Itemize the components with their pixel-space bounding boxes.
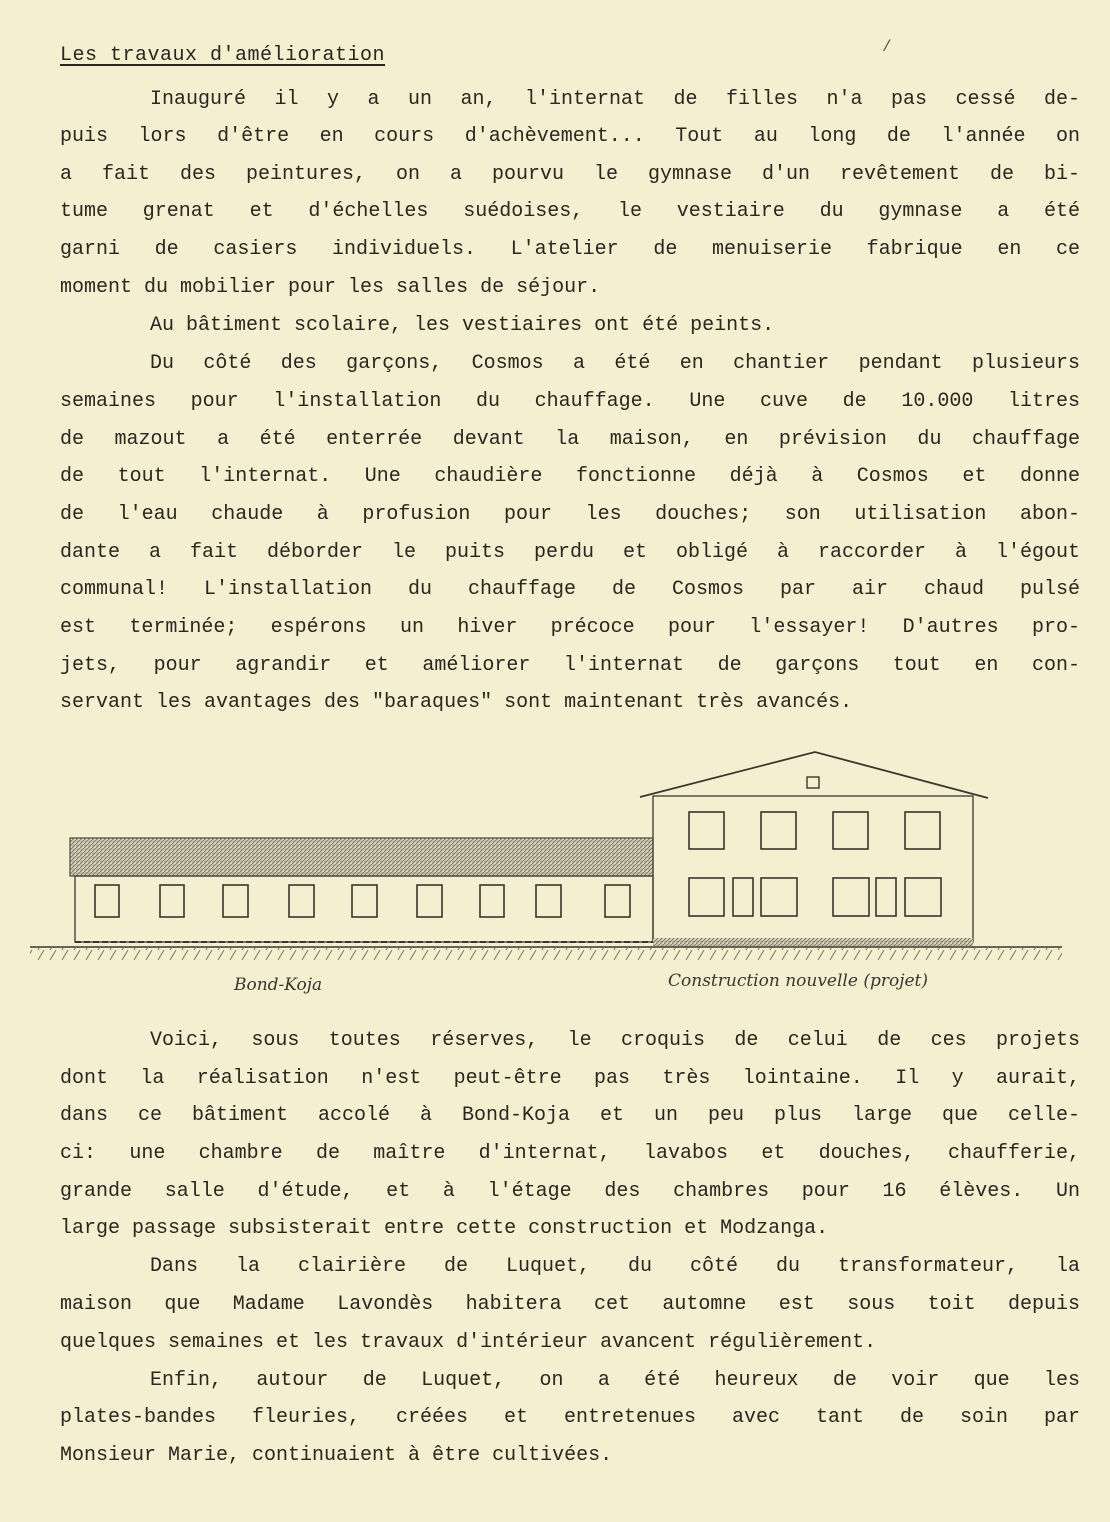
text-line: quelques semaines et les travaux d'intérieur avancent régulièrement. (60, 1331, 877, 1354)
text-line: Dans la clairière de Luquet, du côté du transformateur, la (150, 1255, 1080, 1278)
text-line: Du côté des garçons, Cosmos a été en chantier pendant plusieurs (150, 352, 1080, 375)
page-heading: Les travaux d'amélioration (60, 44, 386, 67)
caption-new-construction: Construction nouvelle (projet) (668, 971, 929, 991)
text-line: de l'eau chaude à profusion pour les douches; son utilisation abon- (60, 503, 1080, 526)
text-line: est terminée; espérons un hiver précoce pour l'essayer! D'autres pro- (60, 616, 1080, 639)
text-line: Inauguré il y a un an, l'internat de filles n'a pas cessé de- (150, 88, 1080, 111)
text-line: grande salle d'étude, et à l'étage des chambres pour 16 élèves. Un (60, 1180, 1080, 1203)
text-line: moment du mobilier pour les salles de séjour. (60, 276, 601, 299)
text-line: communal! L'installation du chauffage de Cosmos par air chaud pulsé (60, 578, 1080, 601)
text-line: servant les avantages des "baraques" sont maintenant très avancés. (60, 691, 853, 714)
text-line: puis lors d'être en cours d'achèvement... Tout au long de l'année on (60, 125, 1080, 148)
text-line: dante a fait déborder le puits perdu et obligé à raccorder à l'égout (60, 541, 1080, 564)
bond-koja-windows (95, 885, 630, 917)
new-building-roof (640, 752, 988, 798)
text-line: large passage subsisterait entre cette construction et Modzanga. (60, 1217, 829, 1240)
text-line: tume grenat et d'échelles suédoises, le vestiaire du gymnase a été (60, 200, 1080, 223)
text-line: de tout l'internat. Une chaudière fonctionne déjà à Cosmos et donne (60, 465, 1080, 488)
text-line: dans ce bâtiment accolé à Bond-Koja et un peu plus large que celle- (60, 1104, 1080, 1127)
text-line: a fait des peintures, on a pourvu le gymnase d'un revêtement de bi- (60, 163, 1080, 186)
text-line: plates-bandes fleuries, créées et entretenues avec tant de soin par (60, 1406, 1080, 1429)
caption-bond-koja: Bond-Koja (234, 975, 323, 995)
bond-koja-wall (75, 876, 653, 942)
text-line: ci: une chambre de maître d'internat, lavabos et douches, chaufferie, (60, 1142, 1080, 1165)
new-building-windows (689, 812, 941, 916)
text-line: Au bâtiment scolaire, les vestiaires ont été peints. (150, 314, 775, 337)
text-line: semaines pour l'installation du chauffage. Une cuve de 10.000 litres (60, 390, 1080, 413)
text-line: Voici, sous toutes réserves, le croquis de celui de ces projets (150, 1029, 1080, 1052)
text-line: maison que Madame Lavondès habitera cet automne est sous toit depuis (60, 1293, 1080, 1316)
new-building-wall (653, 796, 973, 942)
gable-vent (807, 777, 819, 788)
text-line: de mazout a été enterrée devant la maison, en prévision du chauffage (60, 428, 1080, 451)
text-line: dont la réalisation n'est peut-être pas très lointaine. Il y aurait, (60, 1067, 1080, 1090)
text-line: Enfin, autour de Luquet, on a été heureux de voir que les (150, 1369, 1080, 1392)
text-line: garni de casiers individuels. L'atelier de menuiserie fabrique en ce (60, 238, 1080, 261)
text-line: jets, pour agrandir et améliorer l'internat de garçons tout en con- (60, 654, 1080, 677)
building-sketch (0, 740, 1110, 1010)
bond-koja-roof (70, 838, 653, 876)
text-line: Monsieur Marie, continuaient à être cultivées. (60, 1444, 613, 1467)
pen-mark: / (882, 38, 892, 56)
